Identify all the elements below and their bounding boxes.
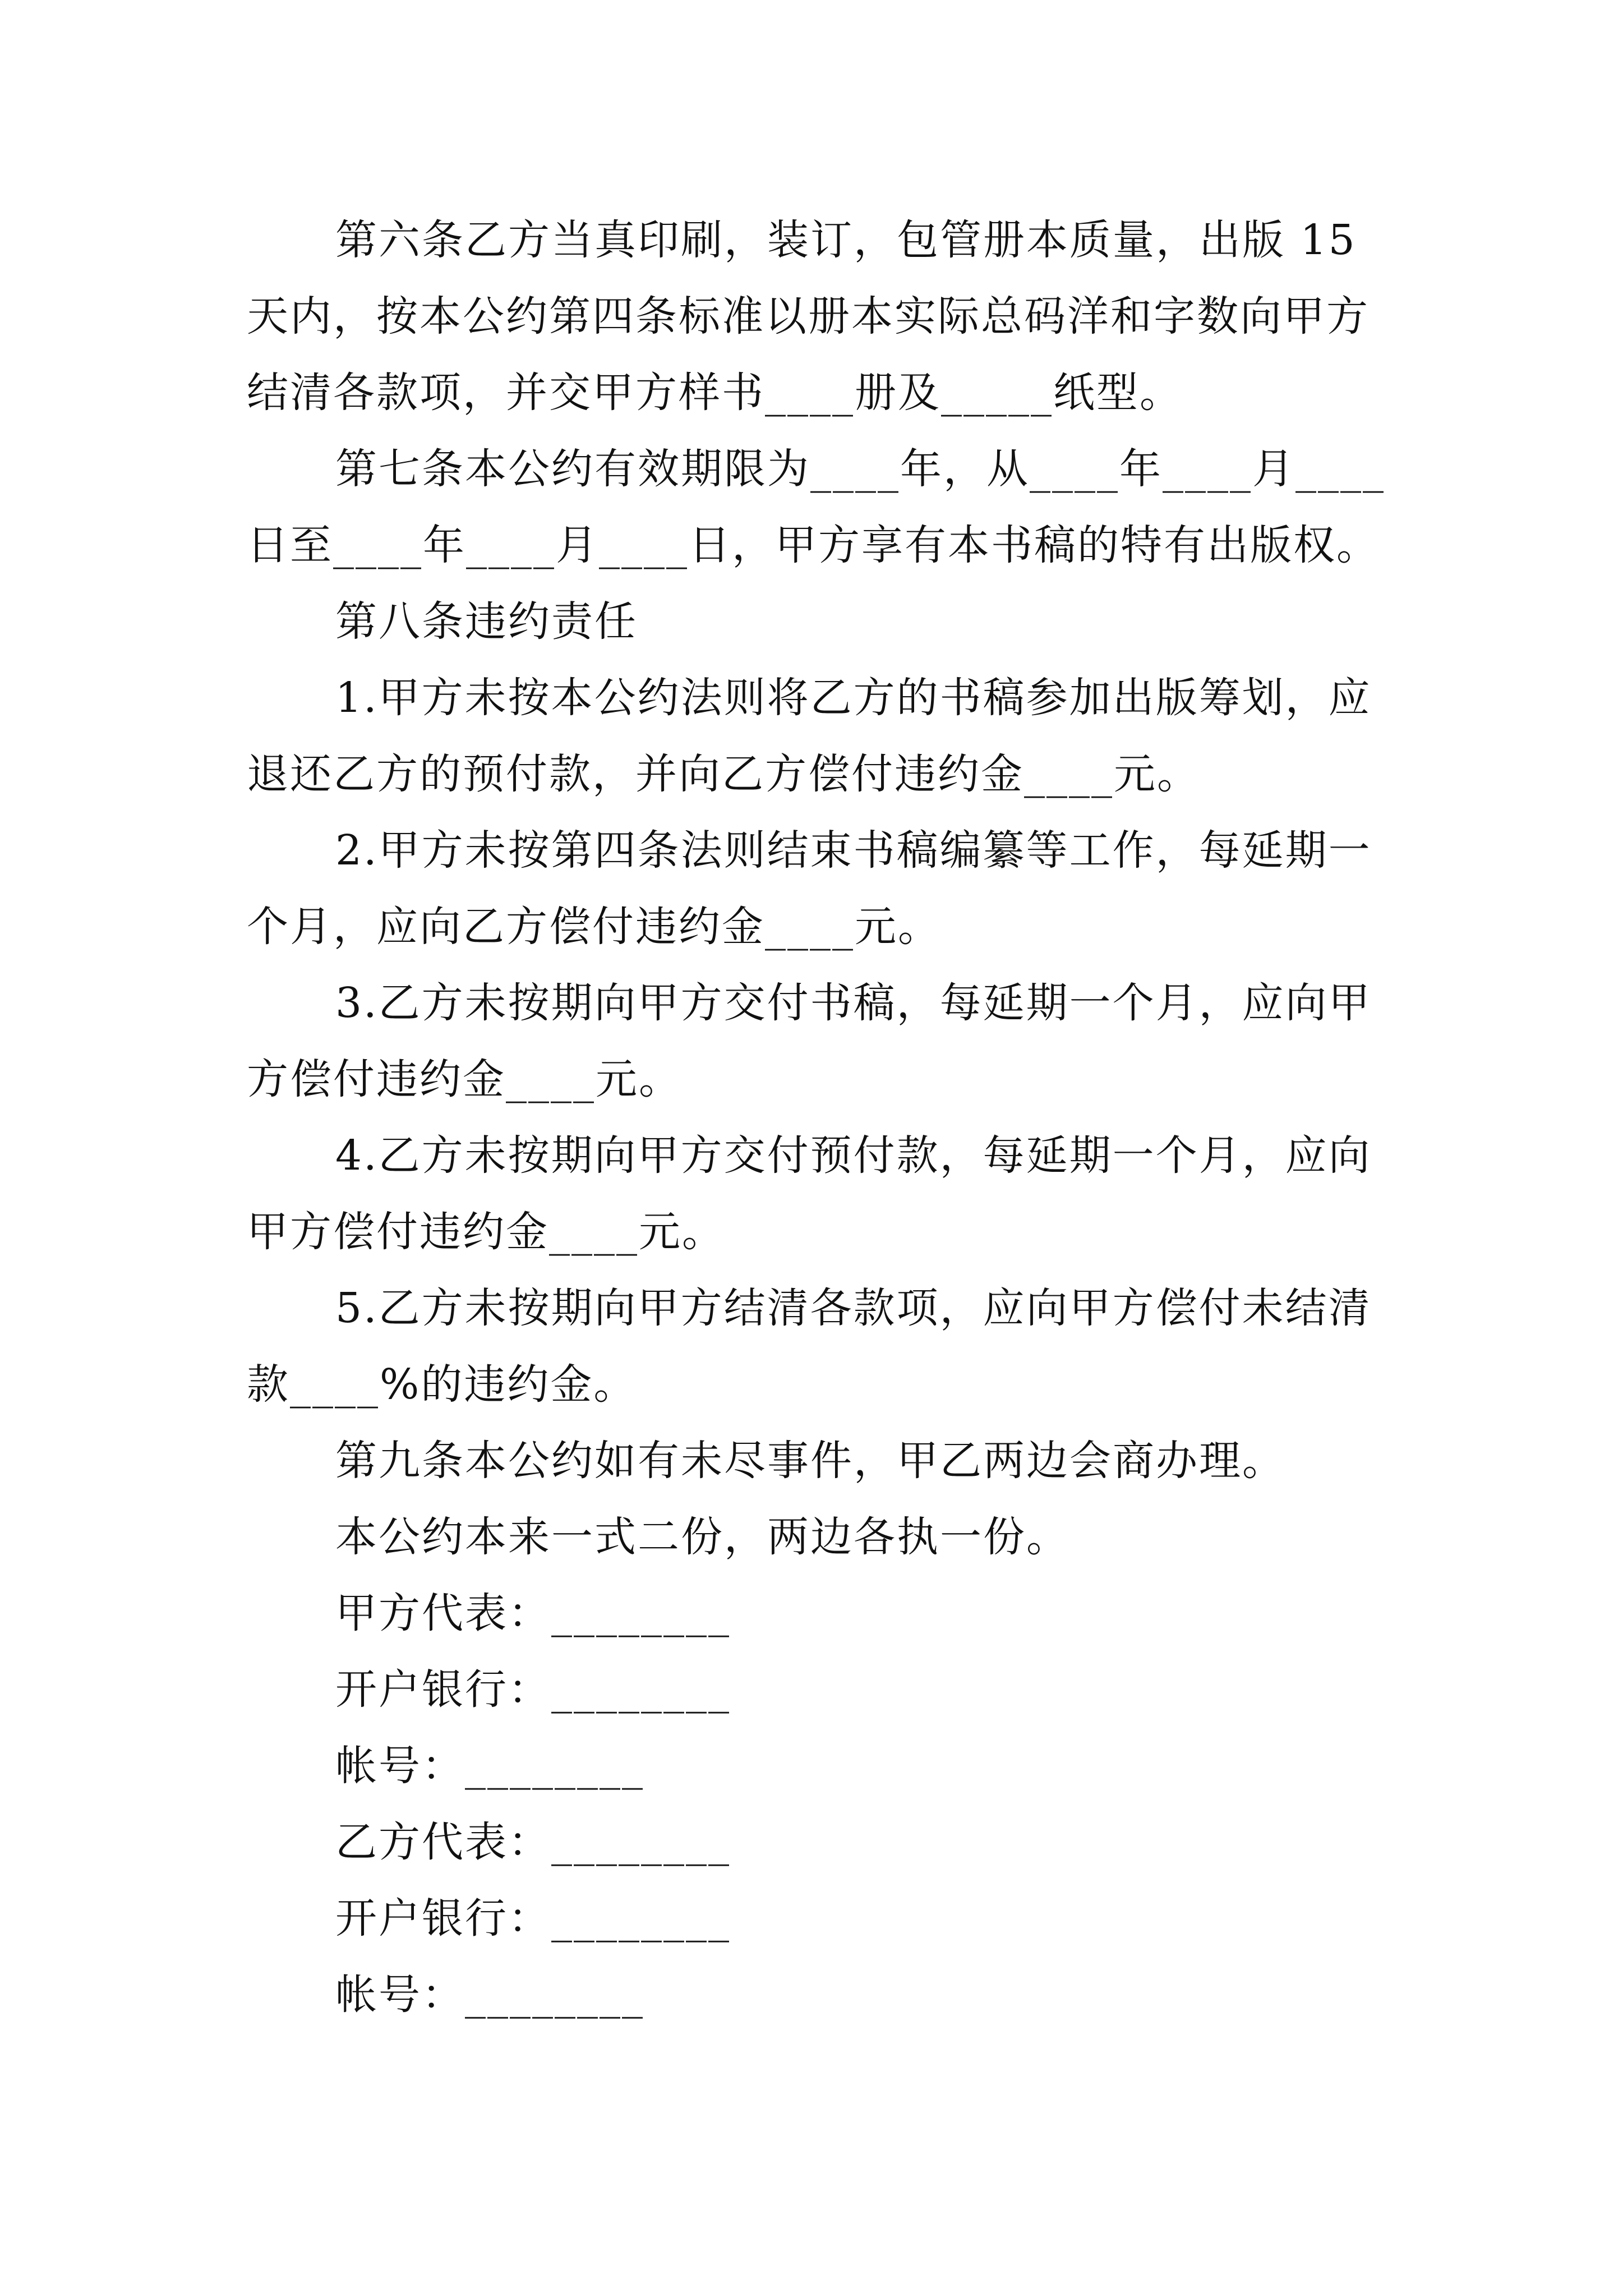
article-9-paragraph: 第九条本公约如有未尽事件，甲乙两边会商办理。 (335, 1437, 1285, 1485)
party-b-account-line: 帐号：________ (335, 1971, 644, 2019)
article-8-heading: 第八条违约责任 (335, 597, 638, 646)
party-a-bank-line: 开户银行：________ (335, 1665, 731, 1714)
party-a-account-line: 帐号：________ (335, 1742, 644, 1790)
liability-clause-1: 1.甲方未按本公约法则将乙方的书稿参加出版筹划，应退还乙方的预付款，并向乙方偿付违约金____元。 (247, 674, 1372, 798)
party-a-representative-line: 甲方代表：________ (335, 1589, 731, 1637)
liability-clause-4: 4.乙方未按期向甲方交付预付款，每延期一个月，应向甲方偿付违约金____元。 (247, 1131, 1372, 1256)
copies-paragraph: 本公约本来一式二份，两边各执一份。 (335, 1513, 1069, 1561)
article-6-paragraph: 第六条乙方当真印刷，装订，包管册本质量，出版 15 天内，按本公约第四条标准以册本实际总码洋和字数向甲方结清各款项，并交甲方样书____册及_____纸型。 (247, 216, 1372, 417)
party-b-bank-line: 开户银行：________ (335, 1894, 731, 1943)
document-body (247, 202, 1391, 2033)
party-b-representative-line: 乙方代表：________ (335, 1818, 731, 1866)
liability-clause-2: 2.甲方未按第四条法则结束书稿编纂等工作，每延期一个月，应向乙方偿付违约金____元。 (247, 826, 1372, 951)
article-7-paragraph: 第七条本公约有效期限为____年，从____年____月____日至____年____月____日，甲方享有本书稿的特有出版权。 (247, 445, 1385, 569)
liability-clause-5: 5.乙方未按期向甲方结清各款项，应向甲方偿付未结清款____%的违约金。 (247, 1284, 1372, 1409)
liability-clause-3: 3.乙方未按期向甲方交付书稿，每延期一个月，应向甲方偿付违约金____元。 (247, 979, 1372, 1103)
